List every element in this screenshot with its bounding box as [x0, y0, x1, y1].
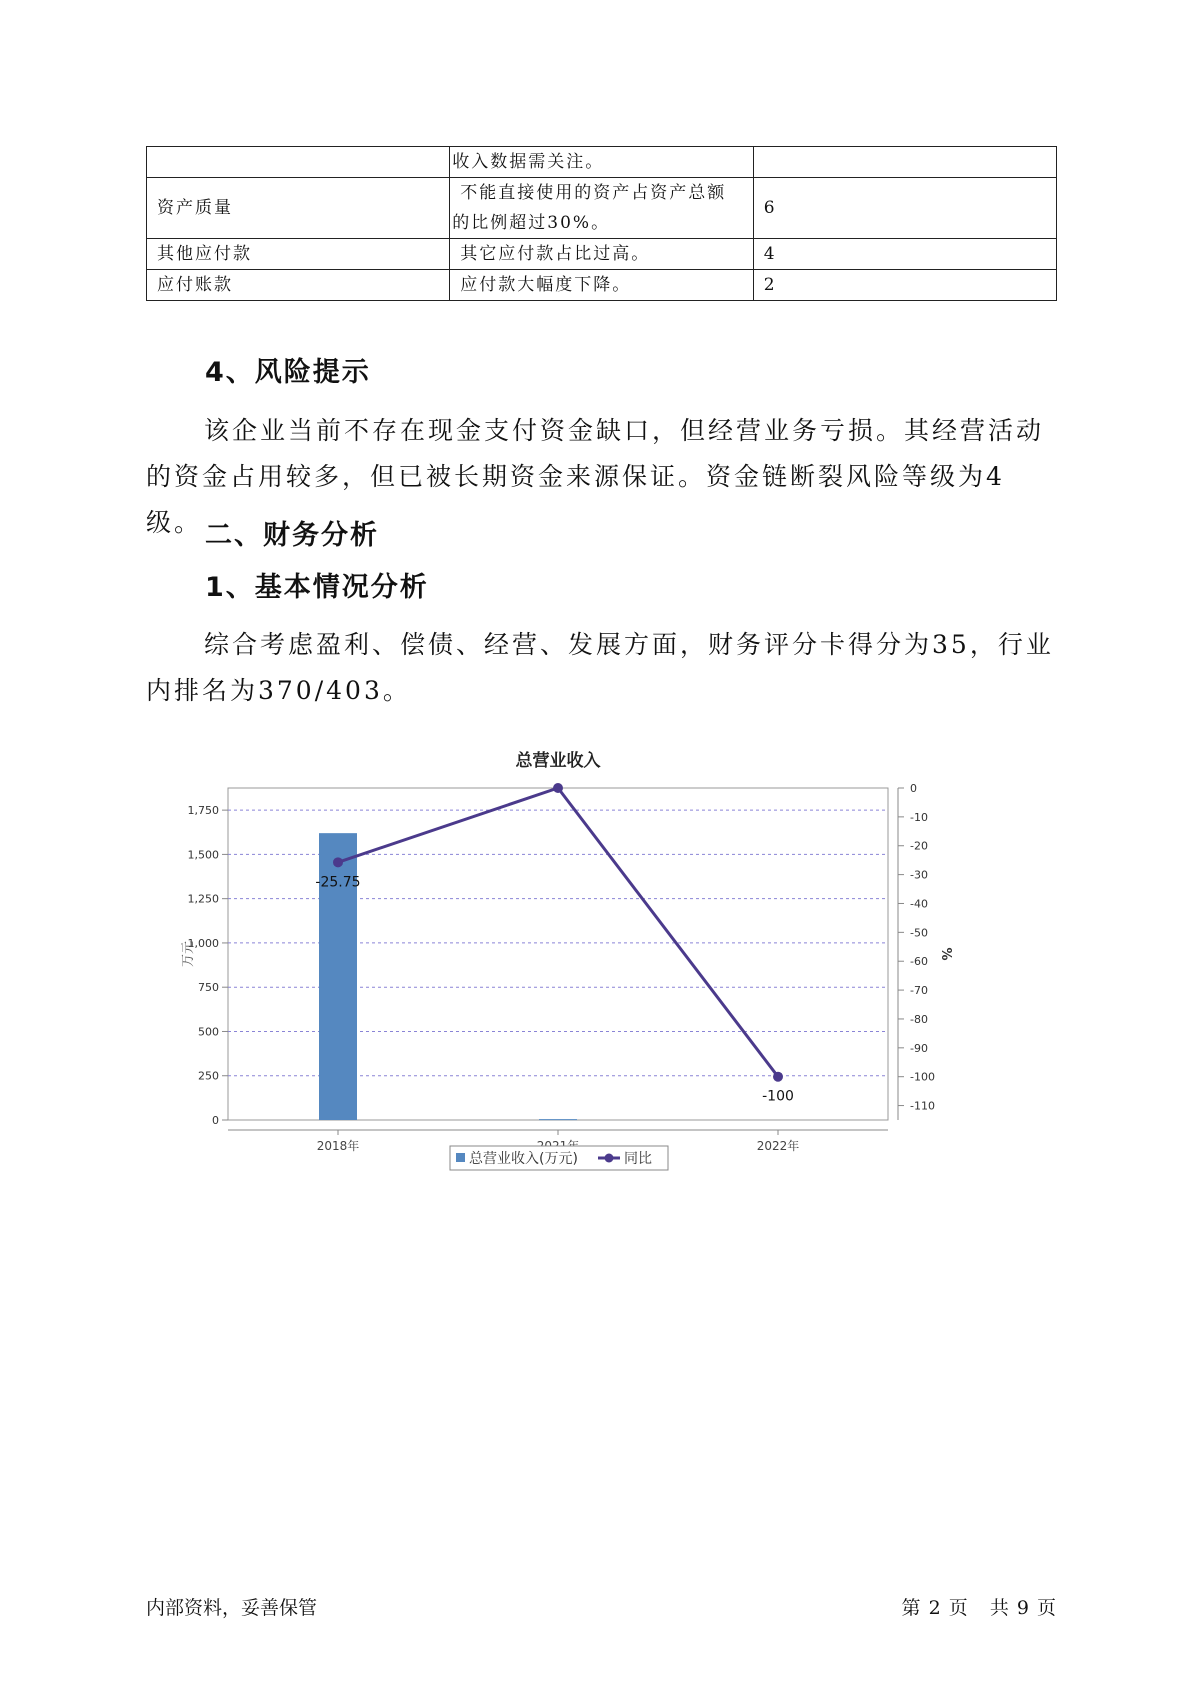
- y2-tick-label: -60: [910, 955, 928, 969]
- risk-score: [753, 147, 1056, 178]
- y-tick-label: 1,750: [187, 804, 219, 818]
- legend-bar-label: 总营业收入(万元): [469, 1151, 578, 1167]
- revenue-chart-svg: [170, 740, 1050, 1200]
- y-tick-label: 0: [212, 1114, 219, 1127]
- table-row: [147, 178, 1057, 239]
- revenue-bar: [539, 1119, 577, 1120]
- risk-table: [146, 146, 1057, 301]
- y-tick-label: 250: [198, 1069, 219, 1083]
- table-row: [147, 147, 1057, 178]
- risk-heading: 4、风险提示: [205, 357, 371, 388]
- table-row: [147, 270, 1057, 301]
- y2-tick-label: -70: [910, 984, 928, 998]
- legend-line-label: 同比: [624, 1151, 652, 1167]
- y2-tick-label: -50: [910, 926, 928, 940]
- revenue-chart: [170, 740, 1050, 1200]
- y-tick-label: 1,000: [187, 936, 219, 950]
- y2-tick-label: -90: [910, 1041, 928, 1055]
- basic-analysis-paragraph: 综合考虑盈利、偿债、经营、发展方面，财务评分卡得分为35，行业内排名为370/403。: [146, 630, 1054, 705]
- risk-description: [450, 239, 753, 270]
- risk-item: 其他应付款: [147, 239, 450, 270]
- risk-description-line: 其它应付款占比过高。: [460, 244, 651, 264]
- y-tick-label: 750: [198, 981, 219, 995]
- risk-item: [147, 147, 450, 178]
- y-tick-label: 1,250: [187, 892, 219, 906]
- y2-tick-label: -20: [910, 839, 928, 853]
- x-tick-label: 2022年: [756, 1139, 800, 1153]
- risk-paragraph: 该企业当前不存在现金支付资金缺口，但经营业务亏损。其经营活动的资金占用较多，但已被长期资金来源保证。资金链断裂风险等级为4级。: [146, 416, 1045, 537]
- y2-tick-label: -30: [910, 868, 928, 882]
- y2-tick-label: -110: [910, 1099, 935, 1113]
- x-tick-label: 2018年: [316, 1139, 360, 1153]
- yoy-data-label: -25.75: [315, 874, 361, 891]
- risk-score: 4: [753, 239, 1056, 270]
- y2-tick-label: -80: [910, 1012, 928, 1026]
- yoy-point: [773, 1072, 783, 1082]
- legend-line-marker: [605, 1154, 614, 1163]
- footer-page-number: 第 2 页 共 9 页: [901, 1597, 1057, 1619]
- y-tick-label: 500: [198, 1025, 219, 1039]
- table-row: [147, 239, 1057, 270]
- yoy-point: [333, 857, 343, 867]
- finance-heading: 二、财务分析: [205, 520, 379, 551]
- risk-description: [450, 270, 753, 301]
- yoy-point: [553, 783, 563, 793]
- risk-description-line: 的比例超过30%。: [452, 213, 611, 233]
- y2-tick-label: -10: [910, 810, 928, 824]
- risk-score: 6: [753, 178, 1056, 239]
- risk-description-line: 应付款大幅度下降。: [460, 275, 632, 295]
- chart-title: 总营业收入: [515, 751, 601, 771]
- y2-tick-label: 0: [910, 782, 917, 795]
- y2-axis-label: %: [938, 947, 953, 961]
- basic-analysis-heading: 1、基本情况分析: [205, 572, 429, 603]
- y2-tick-label: -100: [910, 1070, 935, 1084]
- yoy-data-label: -100: [762, 1088, 794, 1105]
- yoy-line: [338, 788, 778, 1077]
- risk-item: 应付账款: [147, 270, 450, 301]
- footer-confidential: 内部资料，妥善保管: [146, 1597, 318, 1619]
- risk-description-line: 不能直接使用的资产占资产总额: [460, 183, 727, 203]
- risk-description-line: 收入数据需关注。: [452, 152, 605, 172]
- y-tick-label: 1,500: [187, 848, 219, 862]
- risk-description: [450, 178, 753, 239]
- y-axis-label: 万元: [181, 940, 196, 968]
- risk-description: [450, 147, 753, 178]
- risk-item: 资产质量: [147, 178, 450, 239]
- legend-bar-swatch: [456, 1153, 465, 1162]
- risk-score: 2: [753, 270, 1056, 301]
- y2-tick-label: -40: [910, 897, 928, 911]
